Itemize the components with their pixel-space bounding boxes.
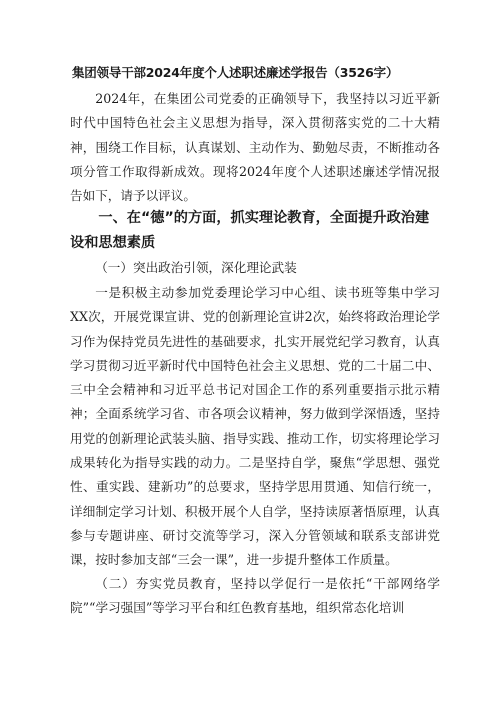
body-paragraph: 一是积极主动参加党委理论学习中心组、读书班等集中学习XX次，开展党课宣讲、党的创新理论宣讲2次，始终将政治理论学习作为保持党员先进性的基础要求，扎实开展党纪学习教育，认真学习贯彻习近平新时代中国特色社会主义思想、党的二十届二中、三中全会精神和习近平总书记对国企工作的系列重要指示批示精神；全面系统学习省、市各项会议精神，努力做到学深悟透，坚持用党的创新理论武装头脑、指导实践、推动工作，切实将理论学习成果转化为指导实践的动力。二是坚持自学，聚焦“学思想、强党性、重实践、建新功”的总要求，坚持学思用贯通、知信行统一，详细制定学习计划、积极开展个人自学，坚持读原著悟原理，认真参与专题讲座、研讨交流等学习，深入分管领域和联系支部讲党课，按时参加支部“三会一课”，进一步提升整体工作质量。 <box>70 285 440 568</box>
subsection-heading: （一）突出政治引领，深化理论武装 <box>95 260 297 275</box>
intro-paragraph: 2024年，在集团公司党委的正确领导下，我坚持以习近平新时代中国特色社会主义思想为指导，深入贯彻落实党的二十大精神，围绕工作目标，认真谋划、主动作为、勤勉尽责，不断推动各项分管工作取得新成效。现将2024年度个人述职述廉述学情况报告如下，请予以评议。 <box>70 91 440 204</box>
body-paragraph: （二）夯实党员教育，坚持以学促行一是依托“干部网络学院”“学习强国”等学习平台和红色教育基地，组织常态化培训 <box>70 576 440 616</box>
section-heading: 一、在“德”的方面，抓实理论教育，全面提升政治建设和思想素质 <box>70 210 430 251</box>
document-title: 集团领导干部2024年度个人述职述廉述学报告（3526字） <box>72 65 399 80</box>
